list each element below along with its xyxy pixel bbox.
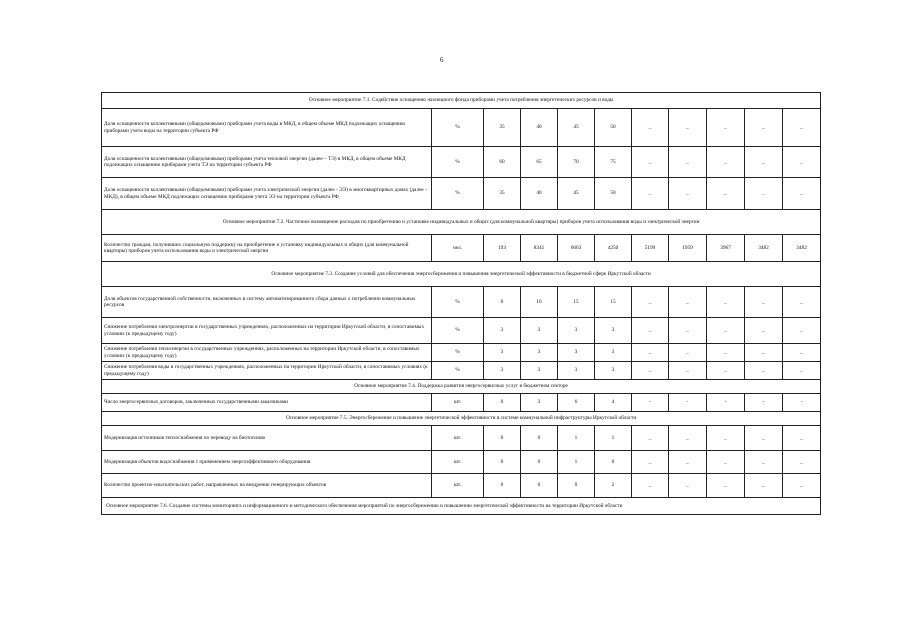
value-cell: 3967: [707, 235, 745, 262]
section-title: Основное мероприятие 7.6. Создание системы мониторинга и информационного и методического обеспечения мероприятий по энергосбережению и повышению энергетической эффективности на территории Иркутской области: [102, 498, 821, 515]
value-cell: _: [745, 474, 783, 498]
section-row: [102, 380, 821, 394]
unit-cell: чел.: [432, 235, 484, 262]
value-cell: 0: [521, 451, 558, 474]
unit-cell: %: [432, 109, 484, 147]
value-cell: 45: [558, 109, 595, 147]
indicator-cell: Доля оснащенности коллективными (общедомовыми) приборами учета электрической энергии (далее - ЭЭ) в многоквартирных домах (далее - МКД), в общем объеме МКД подлежащих оснащению приборами учета ЭЭ на территории субъекта РФ: [102, 178, 432, 210]
value-cell: -: [632, 394, 669, 412]
value-cell: 35: [484, 109, 521, 147]
indicator-cell: Модернизация источников теплоснабжения по переводу на биотопливо: [102, 426, 432, 451]
value-cell: _: [707, 451, 745, 474]
indicator-cell: Снижение потребления воды в государственных учреждениях, расположенных на территории Иркутской области, в сопоставимых условиях (к предыдущему году): [102, 362, 432, 380]
table-row: [102, 474, 821, 498]
value-cell: 65: [521, 147, 558, 178]
table-row: [102, 147, 821, 178]
indicators-table: [101, 92, 821, 515]
value-cell: 75: [595, 147, 632, 178]
unit-cell: шт.: [432, 451, 484, 474]
indicator-cell: Снижение потребления электроэнергии в государственных учреждениях, расположенных на территории Иркутской области, в сопоставимых условиях (к предыдущему году): [102, 318, 432, 344]
section-row: [102, 498, 821, 515]
value-cell: _: [783, 287, 821, 318]
value-cell: _: [632, 109, 669, 147]
unit-cell: %: [432, 147, 484, 178]
table-row: [102, 178, 821, 210]
value-cell: _: [669, 318, 707, 344]
value-cell: _: [783, 426, 821, 451]
value-cell: 3482: [745, 235, 783, 262]
value-cell: 0: [484, 426, 521, 451]
value-cell: _: [632, 426, 669, 451]
table-row: [102, 451, 821, 474]
value-cell: _: [707, 109, 745, 147]
section-row: [102, 93, 821, 109]
value-cell: -: [707, 394, 745, 412]
value-cell: 3: [595, 318, 632, 344]
value-cell: _: [707, 287, 745, 318]
value-cell: _: [707, 426, 745, 451]
unit-cell: %: [432, 344, 484, 362]
value-cell: 3: [558, 362, 595, 380]
section-row: [102, 262, 821, 287]
value-cell: _: [783, 178, 821, 210]
value-cell: 0: [484, 394, 521, 412]
value-cell: 3: [595, 362, 632, 380]
value-cell: 4: [595, 394, 632, 412]
value-cell: 15: [595, 287, 632, 318]
unit-cell: %: [432, 318, 484, 344]
unit-cell: шт.: [432, 394, 484, 412]
unit-cell: шт.: [432, 474, 484, 498]
value-cell: _: [707, 344, 745, 362]
unit-cell: %: [432, 178, 484, 210]
table-row: [102, 426, 821, 451]
value-cell: _: [707, 362, 745, 380]
section-title: Основное мероприятие 7.4. Поддержка развития энергосервисных услуг в бюджетном секторе: [102, 380, 821, 394]
value-cell: 0: [558, 474, 595, 498]
value-cell: 40: [521, 109, 558, 147]
value-cell: 40: [521, 178, 558, 210]
value-cell: _: [632, 451, 669, 474]
value-cell: -: [745, 394, 783, 412]
value-cell: _: [783, 318, 821, 344]
value-cell: 3: [484, 318, 521, 344]
page-mark: 6: [440, 56, 444, 64]
value-cell: _: [632, 178, 669, 210]
table-row: [102, 235, 821, 262]
value-cell: _: [632, 474, 669, 498]
value-cell: 3: [521, 344, 558, 362]
value-cell: 10: [521, 287, 558, 318]
indicator-cell: Число энергосервисных договоров, заключенных государственными заказчиками: [102, 394, 432, 412]
value-cell: _: [669, 109, 707, 147]
value-cell: 6: [558, 394, 595, 412]
value-cell: _: [632, 318, 669, 344]
value-cell: 50: [595, 178, 632, 210]
value-cell: 15: [558, 287, 595, 318]
value-cell: _: [783, 451, 821, 474]
value-cell: _: [632, 362, 669, 380]
unit-cell: %: [432, 287, 484, 318]
value-cell: _: [783, 474, 821, 498]
value-cell: 4250: [595, 235, 632, 262]
value-cell: -: [669, 394, 707, 412]
value-cell: 0: [521, 426, 558, 451]
value-cell: 3: [484, 344, 521, 362]
value-cell: 3: [521, 318, 558, 344]
value-cell: 8341: [521, 235, 558, 262]
value-cell: _: [707, 474, 745, 498]
value-cell: 45: [558, 178, 595, 210]
value-cell: 193: [484, 235, 521, 262]
table-row: [102, 344, 821, 362]
value-cell: 0: [484, 287, 521, 318]
value-cell: 3: [484, 362, 521, 380]
value-cell: _: [745, 451, 783, 474]
table-row: [102, 394, 821, 412]
section-title: Основное мероприятие 7.5. Энергосбережение и повышение энергетической эффективности в системе коммунальной инфраструктуры Иркутской области: [102, 412, 821, 426]
value-cell: 2: [595, 474, 632, 498]
value-cell: _: [669, 344, 707, 362]
value-cell: 35: [484, 178, 521, 210]
value-cell: 3: [558, 344, 595, 362]
value-cell: _: [745, 426, 783, 451]
unit-cell: %: [432, 362, 484, 380]
value-cell: _: [745, 287, 783, 318]
section-row: [102, 210, 821, 235]
value-cell: _: [745, 178, 783, 210]
value-cell: _: [783, 344, 821, 362]
value-cell: _: [783, 109, 821, 147]
value-cell: _: [707, 178, 745, 210]
value-cell: 5199: [632, 235, 669, 262]
value-cell: 70: [558, 147, 595, 178]
value-cell: _: [745, 318, 783, 344]
value-cell: 3: [595, 344, 632, 362]
value-cell: 3: [521, 394, 558, 412]
value-cell: _: [669, 451, 707, 474]
value-cell: 0: [484, 451, 521, 474]
value-cell: _: [632, 287, 669, 318]
unit-cell: шт.: [432, 426, 484, 451]
value-cell: _: [669, 178, 707, 210]
value-cell: _: [745, 147, 783, 178]
value-cell: _: [707, 147, 745, 178]
indicator-cell: Количество проектно-изыскательских работ, направленных на внедрение генерирующих объектов: [102, 474, 432, 498]
table-row: [102, 362, 821, 380]
value-cell: _: [745, 344, 783, 362]
table-row: [102, 318, 821, 344]
indicator-cell: Доля оснащенности коллективными (общедомовыми) приборами учета воды в МКД, в общем объеме МКД подлежащих оснащению приборами учета воды на территории субъекта РФ: [102, 109, 432, 147]
section-title: Основное мероприятие 7.3. Создание условий для обеспечения энергосбережения и повышения энергетической эффективности в бюджетной сфере Иркутской области: [102, 262, 821, 287]
indicator-cell: Доля оснащенности коллективными (общедомовыми) приборами учета тепловой энергии (далее – ТЭ) в МКД, в общем объеме МКД подлежащих оснащению приборами учета ТЭ на территории субъекта РФ: [102, 147, 432, 178]
value-cell: _: [783, 362, 821, 380]
value-cell: 1: [595, 426, 632, 451]
indicator-cell: Доля объектов государственной собственности, включенных в систему автоматизированного сбора данных о потреблении коммунальных ресурсов: [102, 287, 432, 318]
value-cell: _: [669, 426, 707, 451]
value-cell: 3: [558, 318, 595, 344]
value-cell: _: [669, 287, 707, 318]
section-title: Основное мероприятие 7.1. Содействие оснащению жилищного фонда приборами учета потребления энергетических ресурсов и воды: [102, 93, 821, 109]
value-cell: 50: [595, 109, 632, 147]
value-cell: _: [669, 147, 707, 178]
section-title: Основное мероприятие 7.2. Частичное возмещение расходов по приобретению и установке индивидуальных и общих (для коммунальной квартиры) приборов учета использования воды и электрической энергии: [102, 210, 821, 235]
value-cell: 1959: [669, 235, 707, 262]
value-cell: _: [745, 109, 783, 147]
value-cell: 0: [595, 451, 632, 474]
value-cell: _: [745, 362, 783, 380]
value-cell: _: [783, 147, 821, 178]
value-cell: 0: [484, 474, 521, 498]
value-cell: _: [707, 318, 745, 344]
table-row: [102, 287, 821, 318]
value-cell: 3482: [783, 235, 821, 262]
value-cell: _: [632, 344, 669, 362]
indicator-cell: Количество граждан, получивших социальную поддержку на приобретение и установку индивидуальных и общих (для коммунальной квартиры) приборов учета использования воды и электрической энергии: [102, 235, 432, 262]
section-row: [102, 412, 821, 426]
value-cell: -: [783, 394, 821, 412]
value-cell: 1: [558, 451, 595, 474]
value-cell: 3: [521, 362, 558, 380]
indicator-cell: Снижение потребления теплоэнергии в государственных учреждениях, расположенных на территории Иркутской области, в сопоставимых условиях (к предыдущему году): [102, 344, 432, 362]
value-cell: _: [669, 362, 707, 380]
value-cell: _: [632, 147, 669, 178]
value-cell: 6663: [558, 235, 595, 262]
value-cell: 60: [484, 147, 521, 178]
indicator-cell: Модернизация объектов водоснабжения с применением энергоэффективного оборудования: [102, 451, 432, 474]
table-row: [102, 109, 821, 147]
value-cell: 0: [521, 474, 558, 498]
value-cell: _: [669, 474, 707, 498]
value-cell: 1: [558, 426, 595, 451]
